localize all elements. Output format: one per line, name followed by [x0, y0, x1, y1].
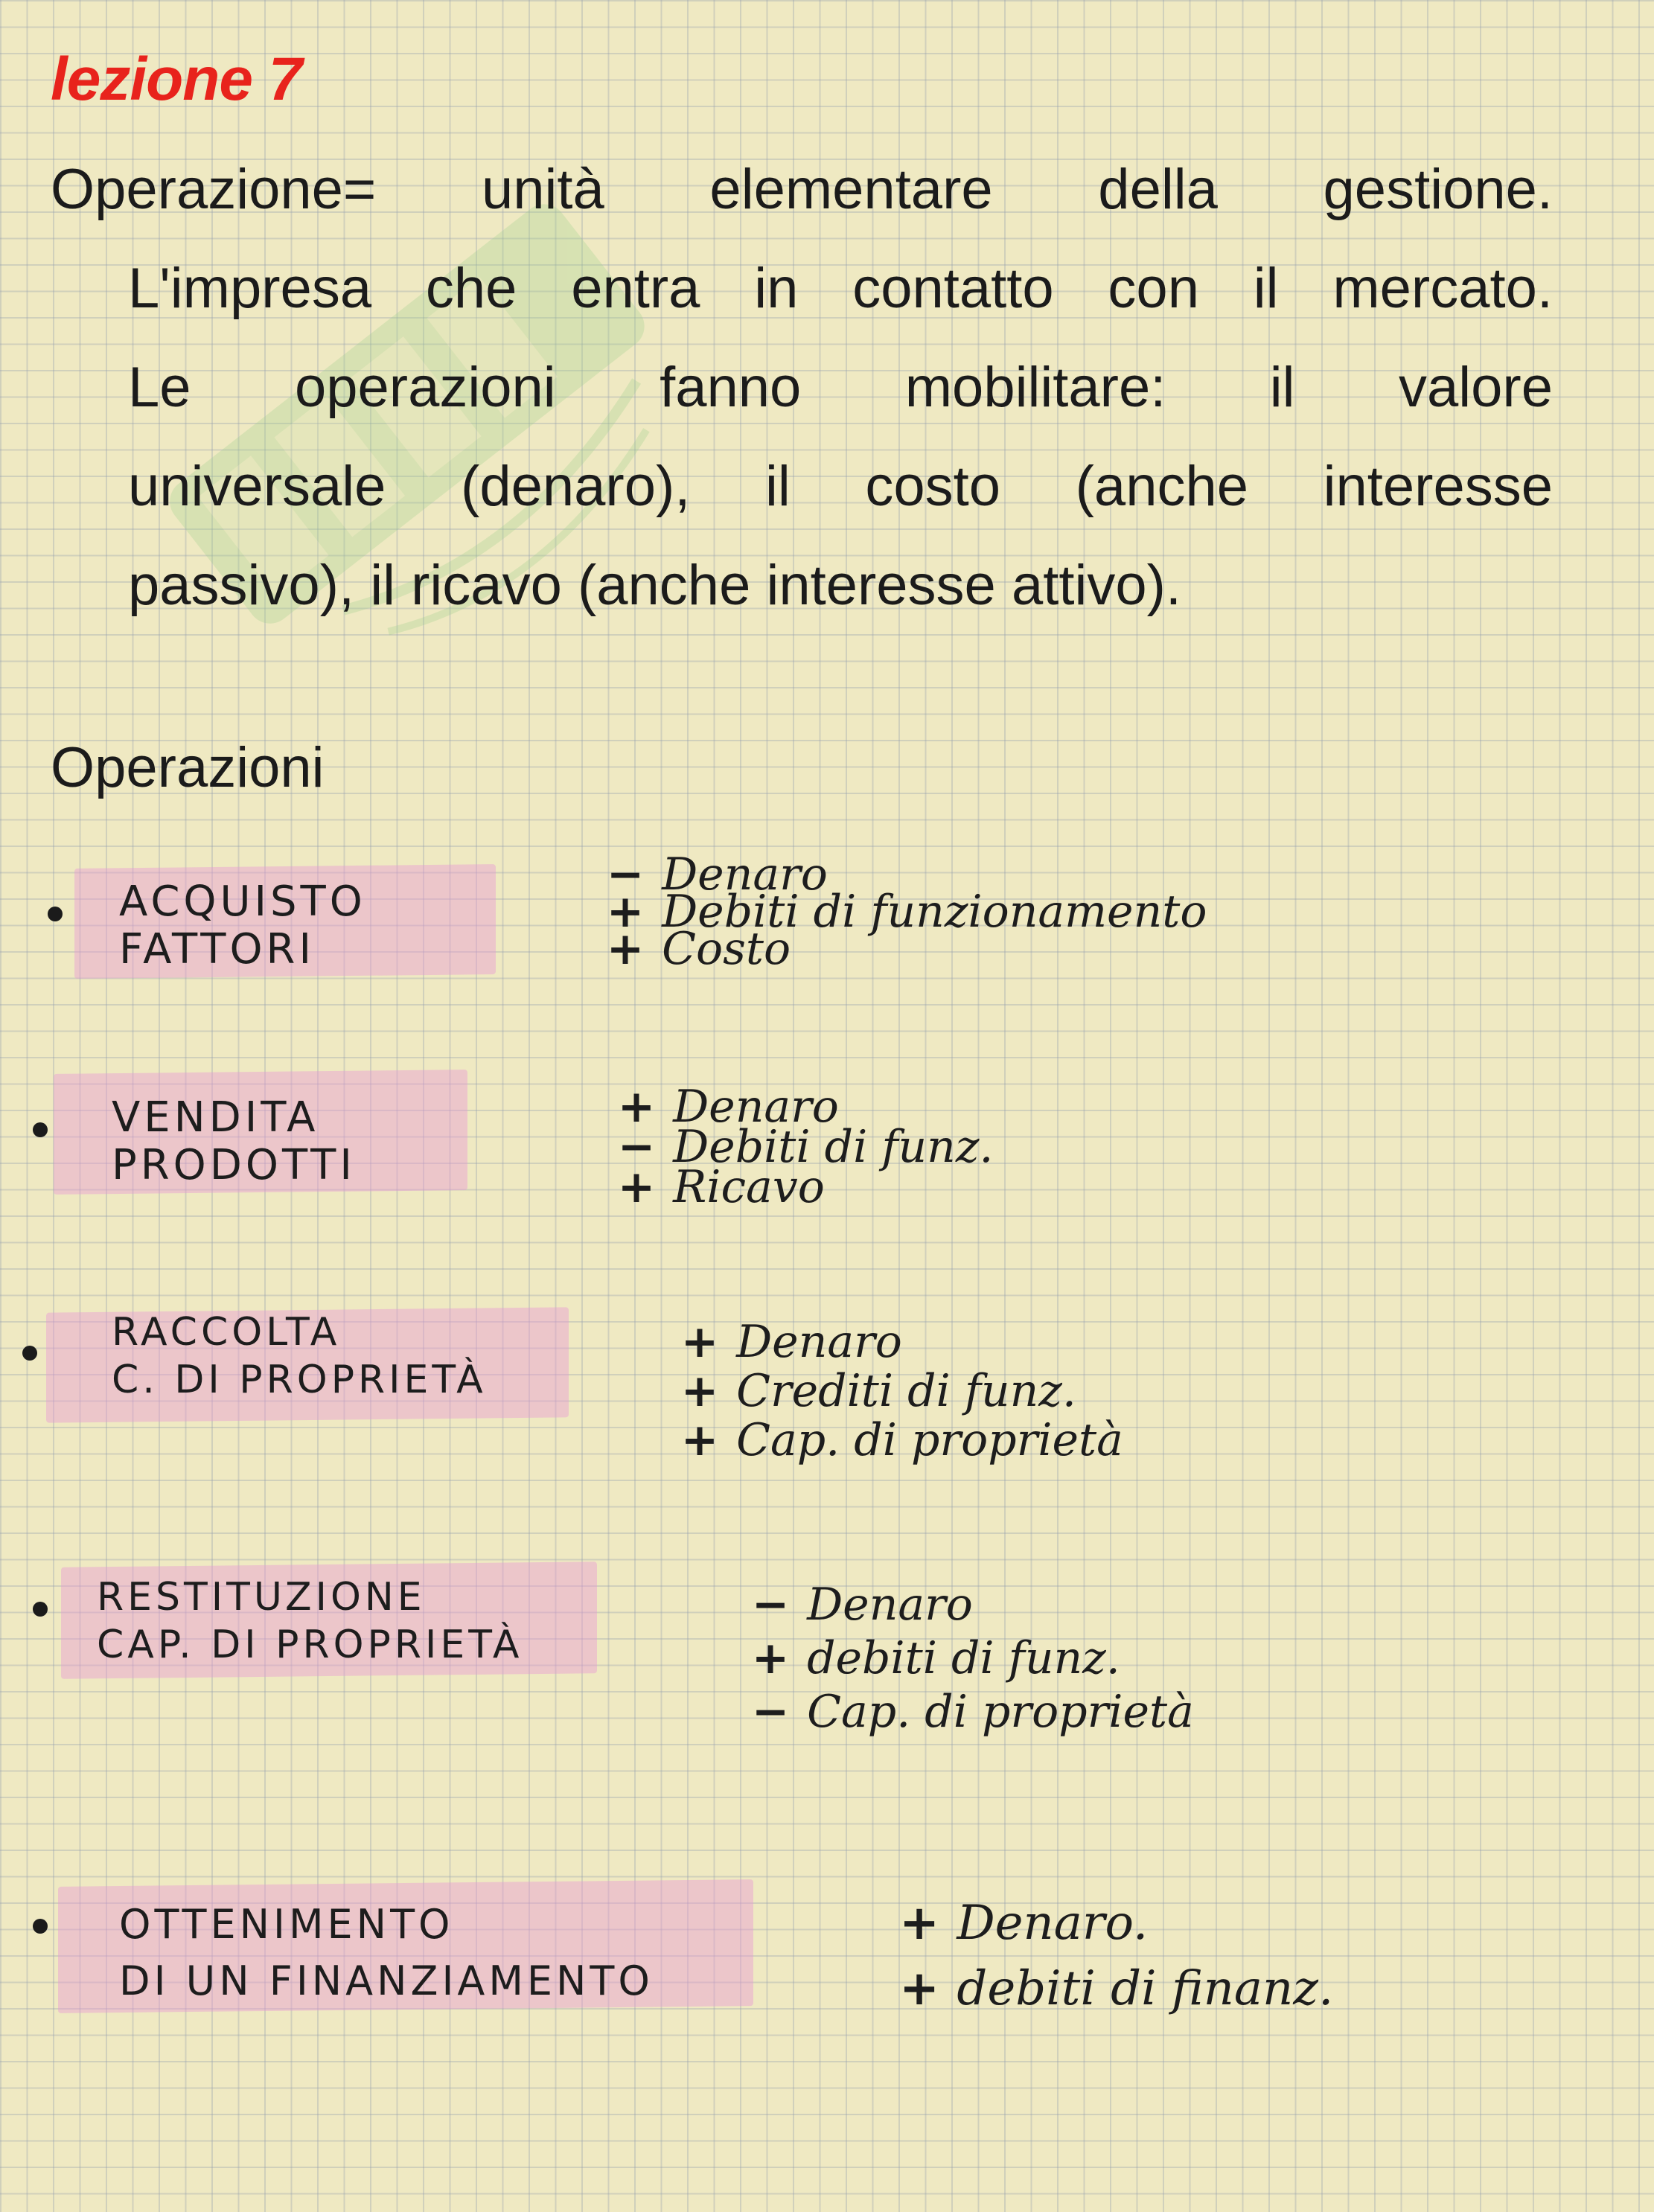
effect-sign: + — [606, 923, 645, 975]
definition-line: Le operazioni fanno mobilitare: il valore — [128, 356, 1553, 419]
operation-effects — [603, 848, 1207, 975]
operation-name-line: FATTORI — [119, 925, 315, 974]
operation-vendita-prodotti — [0, 1072, 1654, 1250]
operation-name-line: C. DI PROPRIETÀ — [112, 1358, 487, 1402]
operation-name — [119, 878, 366, 974]
bullet-icon — [22, 1346, 37, 1361]
effect-sign: + — [680, 1316, 719, 1368]
operation-restituzione-capitale — [0, 1563, 1654, 1786]
operation-effects — [897, 1890, 1333, 2021]
effect-sign: + — [606, 886, 645, 938]
operation-name — [112, 1094, 356, 1189]
effect-item — [677, 1317, 1123, 1366]
operation-name-line: ACQUISTO — [119, 878, 366, 926]
effect-text: debiti di funz. — [807, 1632, 1120, 1684]
bullet-icon — [33, 1122, 48, 1137]
bullet-icon — [48, 907, 63, 921]
operation-name — [97, 1573, 523, 1669]
effect-text: Costo — [662, 923, 791, 975]
effect-sign: + — [680, 1414, 719, 1466]
effect-item — [897, 1956, 1333, 2021]
effect-sign: + — [617, 1081, 656, 1133]
effect-text: Cap. di proprietà — [736, 1414, 1123, 1466]
effect-item — [748, 1685, 1194, 1739]
effect-item — [614, 1161, 994, 1213]
effect-item — [748, 1578, 1194, 1631]
lesson-title: lezione 7 — [51, 45, 302, 113]
effect-sign: − — [617, 1121, 656, 1173]
effect-sign: − — [751, 1686, 790, 1738]
effect-item — [677, 1366, 1123, 1416]
effect-sign: + — [899, 1896, 939, 1951]
effect-text: debiti di finanz. — [957, 1961, 1334, 2016]
definition-line: Operazione= unità elementare della gestione. — [51, 158, 1553, 221]
effect-item — [897, 1890, 1333, 1956]
operation-name-line: PRODOTTI — [112, 1141, 356, 1189]
definition-line: universale (denaro), il costo (anche interesse — [128, 455, 1553, 518]
effect-text: Crediti di funz. — [736, 1365, 1076, 1417]
bullet-icon — [33, 1602, 48, 1617]
operation-effects — [614, 1081, 994, 1213]
bullet-icon — [33, 1919, 48, 1934]
effect-item — [748, 1631, 1194, 1685]
effect-text: Denaro — [673, 1081, 839, 1133]
effect-sign: − — [606, 848, 645, 901]
operation-effects — [677, 1317, 1123, 1465]
effect-text: Ricavo — [673, 1161, 825, 1213]
operation-name — [119, 1896, 654, 2010]
effect-text: Debiti di funz. — [673, 1121, 994, 1173]
effect-sign: + — [899, 1961, 939, 2016]
operation-ottenimento-finanziamento — [0, 1868, 1654, 2047]
effect-sign: + — [751, 1632, 790, 1684]
effect-sign: + — [617, 1161, 656, 1213]
operation-name-line: RACCOLTA — [112, 1310, 341, 1355]
definition-line: passivo), il ricavo (anche interesse attivo). — [128, 554, 1182, 617]
operation-name-line: OTTENIMENTO — [119, 1901, 454, 1948]
effect-sign: + — [680, 1365, 719, 1417]
effect-item — [677, 1416, 1123, 1465]
operation-name-line: RESTITUZIONE — [97, 1575, 426, 1620]
operation-name-line: DI UN FINANZIAMENTO — [119, 1957, 654, 2004]
definition-line: L'impresa che entra in contatto con il mercato. — [128, 257, 1553, 320]
effect-text: Denaro — [736, 1316, 902, 1368]
operation-raccolta-capitale — [0, 1295, 1654, 1489]
operation-acquisto-fattori — [0, 848, 1654, 1005]
operation-name — [112, 1308, 487, 1404]
effect-text: Cap. di proprietà — [807, 1686, 1194, 1738]
operation-name-line: VENDITA — [112, 1093, 319, 1142]
operation-effects — [748, 1578, 1194, 1739]
operation-name-line: CAP. DI PROPRIETÀ — [97, 1623, 523, 1667]
effect-text: Debiti di funzionamento — [662, 886, 1207, 938]
effect-text: Denaro — [662, 848, 828, 901]
section-heading: Operazioni — [51, 736, 325, 799]
effect-text: Denaro — [807, 1579, 973, 1631]
definition-paragraph — [51, 140, 1553, 635]
effect-sign: − — [751, 1579, 790, 1631]
effect-text: Denaro. — [957, 1896, 1149, 1951]
